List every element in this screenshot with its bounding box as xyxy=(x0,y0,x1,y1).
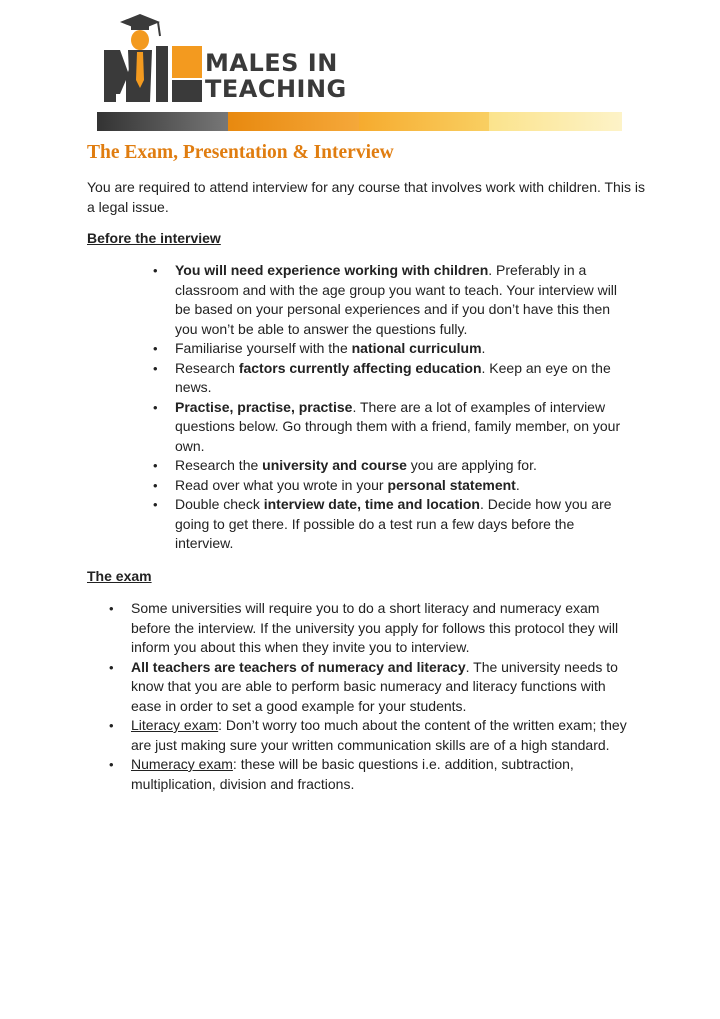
list-item: • Familiarise yourself with the national curriculum. xyxy=(153,340,486,356)
logo-line-1: MALES IN xyxy=(205,49,338,77)
bar-segment-orange xyxy=(228,112,359,131)
intro-paragraph: You are required to attend interview for any course that involves work with children. This is a legal issue. xyxy=(87,179,645,215)
exam-heading: The exam xyxy=(87,568,152,584)
bar-segment-dark xyxy=(97,112,228,131)
list-item: • Some universities will require you to do a short literacy and numeracy exam before the interview. If the university you apply for follows this protocol they will inform you about this when they invite you to interview. xyxy=(109,600,619,655)
list-item: • You will need experience working with children. Preferably in a classroom and with the age group you want to teach. Your interview will be based on your personal experiences and if you don’t have this then you won’t be able to answer the questions fully. xyxy=(153,262,618,337)
list-item: • Read over what you wrote in your personal statement. xyxy=(153,476,520,493)
logo-wordmark xyxy=(205,50,347,102)
list-item: • Numeracy exam: these will be basic questions i.e. addition, subtraction, multiplication, division and fractions. xyxy=(109,756,574,792)
list-item: • Research the university and course you are applying for. xyxy=(153,457,537,473)
bar-segment-pale xyxy=(489,112,622,131)
page-title: The Exam, Presentation & Interview xyxy=(87,142,394,163)
list-item: • All teachers are teachers of numeracy and literacy. The university needs to know that you are able to perform basic numeracy and literacy functions with ease in order to set a good example for your students. xyxy=(109,658,618,714)
teacher-figure-icon xyxy=(98,10,208,110)
exam-list xyxy=(109,599,631,794)
header-color-bar xyxy=(97,112,622,131)
logo-line-2: TEACHING xyxy=(205,75,347,103)
list-item: • Research factors currently affecting education. Keep an eye on the news. xyxy=(153,359,611,395)
before-interview-heading: Before the interview xyxy=(87,230,221,246)
before-interview-list xyxy=(153,261,635,554)
list-item: • Double check interview date, time and location. Decide how you are going to get there. If possible do a test run a few days before the interview. xyxy=(153,496,612,551)
bar-segment-amber xyxy=(359,112,489,131)
list-item: • Literacy exam: Don’t worry too much about the content of the written exam; they are just making sure your written communication skills are of a high standard. xyxy=(109,717,627,753)
list-item: • Practise, practise, practise. There are a lot of examples of interview questions below. Go through them with a friend, family member, on your own. xyxy=(153,398,621,454)
